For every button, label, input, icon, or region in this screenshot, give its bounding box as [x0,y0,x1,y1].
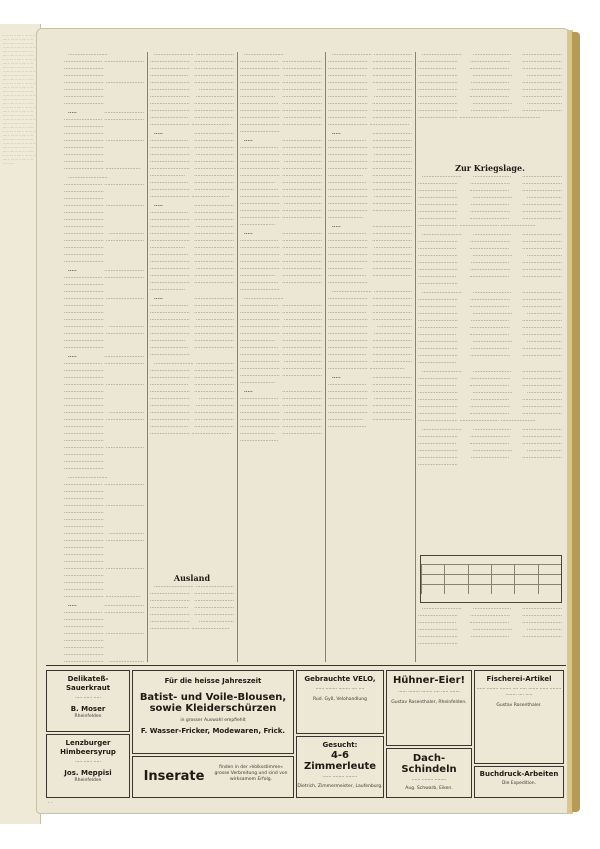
ad-inserate: Inserate finden in der »Volksstimme« grosse Verbreitung und sind von wirksamem Erfolg. [132,756,294,798]
article-column-5-bottom: ························· ························ ························· ························· ························· ························· ························ ························· ························· ························· ························· ······················ ························· ························ ························· ························· [418,606,562,647]
ad-fischerei-artikel: Fischerei-Artikel ······ ········ ········ ···· ····· ······· ······ ········ ········ ···· ····· Gustav Rosenthaler. [474,670,564,764]
ad-huehner-eier: Hühner-Eier! ······ ········ ········ ···· ····· ······· Gustav Rosenthaler, Rheinfelden. [386,670,472,746]
ad-blusen: Für die heisse Jahreszeit Batist- und Voile-Blousen, sowie Kleiderschürzen in grosser Auswahl empfiehlt F. Wasser-Fricker, Modewaren, Frick. [132,670,294,754]
ad-velo: Gebrauchte VELO, ······ ········ ········ ···· ···· Rud. Gyß, Velohandlung [296,670,384,734]
ad-buchdruck-arbeiten: Buchdruck-Arbeiten Die Expedition. [474,766,564,798]
article-column-1: ························· ························ ························· ························· ························· ························· ························ ························· ························· ························· ····· ························· ························ ························· ························· ························· ························· ························ ························· ························· ························· ························· ······················ ························· ························ ························· ························· ························· ························· ························ ························· ························· ························· ························· ······················ ························· ························ ························· ························· ························· ····· ························· ························ ························· ························· ························· ························· ························ ························· ························· ························· ························· ······················ ························· ························ ························· ························· ····· ························· ························ ························· ························· ························· ························· ························ ························· ························· ························· ························· ······················ ························· ························ ························· ························· ························· ························· ························ ························· ························· ························· ························· ························ ························· ························· ························· ························· ························ ························· ························· ························· ························· ······················ ························· ························ ························· ························· ························· ························· ························ ························· ························· ························· ························· ······················ ····· ························· ························ ························· ························· ························· ························· ························ ························· ························· ························· ························· ······················ [64,52,144,662]
ad-sauerkraut: Delikateß-Sauerkraut ····· ······ ····· B. Moser Rheinfelden [46,670,130,732]
advertisement-section [46,665,566,801]
left-facing-page-edge: ·· ··· ··· ·· ···· ·· ··· ··· ·· ···· ·· ··· ··· ·· ···· ·· ··· ··· ·· ···· ·· ··· ··· ·· ···· ·· ··· ··· ·· ···· ·· ··· ··· ·· ···· ·· ··· ··· ·· ···· ·· ··· ··· ·· ···· ·· ··· ··· ·· ···· ·· ··· ··· ·· ···· ·· ··· ··· ·· ···· ·· ··· ··· ·· ···· ·· ··· ··· ·· ···· ·· ··· ··· ·· ···· ·· ··· ··· ·· ···· ·· ··· ··· ·· ···· ·· ··· ··· ·· ···· ·· ··· ··· ·· ···· ·· ··· ··· ·· ···· ·· ··· ··· ·· ···· ·· ··· ··· ·· ···· ·· ··· ··· ·· ···· ·· ··· ··· ·· ···· ·· ··· ··· ·· ···· ·· ··· ··· ·· ···· ·· ··· ··· ·· ···· ·· ··· ··· ·· ···· ·· ··· ··· ·· ···· ·· ··· ··· ·· ···· ·· ··· ··· ·· ···· ·· ··· ··· ·· ···· ·· ··· ··· ·· ···· ·· ··· ··· ·· ···· ·· ··· ··· ·· ···· ·· ··· ··· ·· ···· ·· ··· ··· ·· ···· ·· ··· ··· ·· ···· ·· ··· ··· ·· ···· ·· ··· ··· ·· ···· ·· ··· ··· ·· ···· ·· ··· ··· ·· ···· ·· ··· ··· ·· ···· ·· ··· ··· ·· ···· ·· ··· ··· ·· ···· ·· ··· ··· ·· ···· ·· ··· ··· ·· ···· ·· ··· ··· ·· ···· ·· ··· ··· ·· ···· ·· ··· ··· ·· ···· ·· ··· ··· ·· ···· ·· ··· ··· ·· ···· ·· ··· ··· ·· ···· ·· ··· ··· ·· ···· [0,24,41,824]
page-stack-edge-outer [572,32,580,812]
ausland-heading: Ausland [173,573,211,583]
article-column-3: ························· ························ ························· ························· ························· ························· ························ ························· ························· ························· ························· ······················ ························· ························ ························· ························· ························· ························· ························ ························· ························· ························· ····· ························· ························ ························· ························· ························· ························· ························ ························· ························· ························· ························· ······················ ························· ························ ························· ························· ························· ························· ························ ························· ························· ························· ························· ······················ ····· ························· ························ ························· ························· ························· ························· ························ ························· ························· ························· ························· ······················ ························· ························ ························· ························· ························· ························ ························· ························· ························· ························· ························ ························· ························· ························· ························· ······················ ························· ························ ························· ························· ························· ························· ························ ························· ························· ························· ························· ······················ ····· ························· ························ ························· ························· ························· ························· ························ ························· ························· ························· ························· ······················ ························· ························ [240,52,322,444]
ad-dach-schindeln: Dach-Schindeln ······ ········ ········ Aug. Schwarb, Eiken. [386,748,472,798]
article-column-2: ························· ························ ························· ························· ························· ························· ························ ························· ························· ························· ························· ······················ ························· ························ ························· ························· ························· ························· ························ ························· ························· ························· ····· ························· ························ ························· ························· ························· ························· ························ ························· ························· ························· ························· ······················ ························· ························ ························· ························· ························· ························· ························ ····· ························· ························ ························· ························· ························· ························· ························ ························· ························· ························· ························· ······················ ························· ························ ························· ························· ························· ························· ························ ························· ························· ························· ························· ······················ ····· ························· ························ ························· ························· ························· ························· ························ ························· ························· ························· ························· ······················ ························· ························ ························· ························· ························· ························ ························· ························· ························· ························· ························ ························· ························· ························· ························· ······················ ························· ························ ························· ························· ························· ························· ························ ························· ························· ························· [150,52,234,437]
ad-zimmerleute: Gesucht: 4-6 Zimmerleute ······ ········ ········ Dietrich, Zimmermeister, Laufenburg. [296,736,384,798]
ausland-section: Ausland ························· ························ ························· ························· ························· ························· ························ ························· ························· ························· ························· ······················ ························· ························ [150,573,234,632]
kriegslage-section: Zur Kriegslage. ························· ························ ························· ························· ························· ························· ························ ························· ························· ························· ························· ······················ ························· ························ ························· ························· ························· ························· ························ ························· ························· ························· ························· ······················ ························· ························ ························· ························· ························· ························· ························ ························· ························· ························· ························· ······················ ························· ························ ························· ························· ························· ························· ························ ························· ························· ························· ························· ························ ························· ························· ························· ························· ························ ························· ························· ························· ························· ······················ ························· ························ ························· ························· ························· ························· ························ ························· ························· ························· ························· ······················ ························· ························ ························· ························· ························· ························· ························ ························· ························ ························· ························· ························· ························· ························ ························· ························· ························· ························· ······················ ························· ························ ························· ························· ························· ························· ························ ························· ························· ························· ························· ······················ ························· ························ ························· ························· ························· ························· ························ ························· ························· ························· ························· ······················ ························· ························ ························· ························· [418,163,562,468]
weather-table [420,555,562,603]
article-column-5-top: ························· ························ ························· ························· ························· ························· ························ ························· ························· ························· ························· ······················ ························· ························ ························· ························· ························· ························· ························ ························· ························· ························· ························· ······················ ························· ························ ························· ························· ························· ························· [418,52,562,121]
ad-himbeersyrup: Lenzburger Himbeersyrup ····· ······ ····· Jos. Meppisi Rheinfelden [46,734,130,798]
article-column-4: ························· ························ ························· ························· ························· ························· ························ ························· ························· ························· ························· ······················ ························· ························ ························· ························· ························· ························· ························ ························· ························· ························· ····· ························· ························ ························· ························· ························· ························· ························ ························· ························· ························· ························· ······················ ························· ························ ························· ························· ························· ························· ························ ························· ························· ························· ························· ······················ ····· ························· ························ ························· ························· ························· ························· ························ ························· ························· ························· ························· ······················ ························· ························ ························· ························· ························· ························ ························· ························· ························· ························· ························ ························· ························· ························· ························· ······················ ························· ························ ························· ························· ························· ························· ························ ························· ························· ························· ························· ······················ ····· ························· ························ ························· ························· ························· ························· ························ ························· ························· ························· ························· ······················ ························· ························ [328,52,412,430]
page-corner-mark: · · [48,800,53,806]
kriegslage-heading: Zur Kriegslage. [455,163,525,173]
